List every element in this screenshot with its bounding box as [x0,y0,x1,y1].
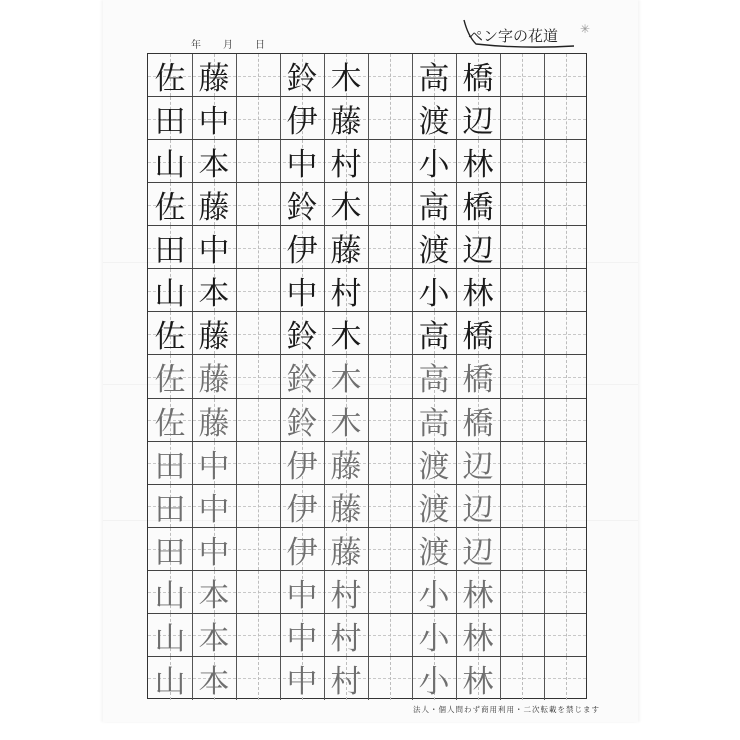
kanji-cell: 本 [198,663,230,700]
guide-line [566,312,567,354]
guide-line [522,97,523,139]
cell-divider [500,657,501,700]
guide-line [566,485,567,527]
kanji-cell: 田 [154,104,186,141]
grid-row [148,442,586,485]
grid-row [148,528,586,571]
kanji-cell: 村 [330,276,362,313]
guide-line [390,183,391,225]
grid-row [148,97,586,140]
guide-line [258,97,259,139]
kanji-cell: 林 [462,577,494,614]
grid-row [148,614,586,657]
cell-divider [544,97,545,139]
guide-line [390,355,391,397]
guide-line [566,183,567,225]
kanji-cell: 高 [418,319,450,356]
kanji-cell: 佐 [154,362,186,399]
kanji-cell: 小 [418,276,450,313]
kanji-cell: 藤 [198,319,230,356]
date-day-label: 日 [255,40,265,51]
kanji-cell: 橋 [462,319,494,356]
cell-divider [368,399,369,441]
kanji-cell: 鈴 [286,190,318,227]
brand-title: ペン字の花道 [468,27,559,45]
cell-divider [500,54,501,96]
cell-divider [544,657,545,700]
cell-divider [544,399,545,441]
kanji-cell: 木 [330,362,362,399]
guide-line [522,269,523,311]
cell-divider [544,54,545,96]
guide-line [258,485,259,527]
kanji-cell: 林 [462,147,494,184]
guide-line [258,399,259,441]
kanji-cell: 藤 [330,233,362,270]
sparkle-icon: ✳ [580,22,591,36]
kanji-cell: 田 [154,233,186,270]
kanji-cell: 山 [154,276,186,313]
cell-divider [544,528,545,570]
cell-divider [236,140,237,182]
guide-line [566,54,567,96]
kanji-cell: 小 [418,147,450,184]
grid-row [148,312,586,355]
kanji-cell: 鈴 [286,362,318,399]
kanji-cell: 高 [418,190,450,227]
kanji-cell: 小 [418,663,450,700]
kanji-cell: 中 [286,147,318,184]
cell-divider [236,97,237,139]
guide-line [390,614,391,656]
kanji-cell: 中 [198,534,230,571]
cell-divider [544,312,545,354]
grid-row [148,183,586,226]
cell-divider [500,183,501,225]
guide-line [566,528,567,570]
cell-divider [236,54,237,96]
guide-line [522,657,523,700]
guide-line [258,312,259,354]
cell-divider [236,571,237,613]
kanji-cell: 辺 [462,448,494,485]
kanji-cell: 佐 [154,190,186,227]
kanji-cell: 鈴 [286,319,318,356]
guide-line [258,657,259,700]
cell-divider [236,399,237,441]
cell-divider [368,355,369,397]
kanji-cell: 村 [330,577,362,614]
guide-line [566,399,567,441]
guide-line [522,355,523,397]
guide-line [522,528,523,570]
kanji-cell: 田 [154,448,186,485]
guide-line [522,140,523,182]
kanji-cell: 鈴 [286,61,318,97]
kanji-cell: 橋 [462,362,494,399]
cell-divider [500,312,501,354]
kanji-cell: 村 [330,663,362,700]
grid-row [148,399,586,442]
kanji-cell: 佐 [154,61,186,97]
cell-divider [368,226,369,268]
guide-line [258,528,259,570]
guide-line [522,399,523,441]
kanji-cell: 山 [154,147,186,184]
cell-divider [236,657,237,700]
guide-line [522,442,523,484]
grid-row [148,140,586,183]
cell-divider [544,614,545,656]
guide-line [566,571,567,613]
grid-row [148,485,586,528]
guide-line [522,312,523,354]
footer-notice: 法人・個人問わず商用利用・二次転載を禁じます [413,705,600,714]
kanji-cell: 中 [198,491,230,528]
kanji-cell: 小 [418,577,450,614]
kanji-cell: 伊 [286,448,318,485]
brand-logo [462,16,592,46]
cell-divider [544,571,545,613]
kanji-cell: 渡 [418,104,450,141]
kanji-cell: 渡 [418,233,450,270]
guide-line [390,485,391,527]
guide-line [390,140,391,182]
kanji-cell: 辺 [462,534,494,571]
kanji-cell: 山 [154,663,186,700]
cell-divider [500,528,501,570]
guide-line [566,614,567,656]
writing-grid [147,53,587,699]
kanji-cell: 中 [286,276,318,313]
cell-divider [236,528,237,570]
cell-divider [544,140,545,182]
kanji-cell: 本 [198,147,230,184]
cell-divider [500,442,501,484]
grid-row [148,226,586,269]
kanji-cell: 本 [198,620,230,657]
kanji-cell: 中 [286,577,318,614]
kanji-cell: 林 [462,276,494,313]
cell-divider [544,269,545,311]
kanji-cell: 林 [462,663,494,700]
kanji-cell: 佐 [154,319,186,356]
cell-divider [500,399,501,441]
guide-line [522,571,523,613]
guide-line [258,226,259,268]
cell-divider [368,528,369,570]
guide-line [390,226,391,268]
guide-line [258,571,259,613]
guide-line [390,528,391,570]
kanji-cell: 橋 [462,405,494,442]
kanji-cell: 木 [330,319,362,356]
cell-divider [368,485,369,527]
cell-divider [236,614,237,656]
cell-divider [544,226,545,268]
kanji-cell: 藤 [198,362,230,399]
guide-line [258,140,259,182]
guide-line [390,399,391,441]
cell-divider [500,140,501,182]
cell-divider [368,97,369,139]
kanji-cell: 辺 [462,491,494,528]
grid-row [148,54,586,97]
kanji-cell: 藤 [330,491,362,528]
cell-divider [500,485,501,527]
guide-line [258,269,259,311]
cell-divider [368,442,369,484]
kanji-cell: 渡 [418,491,450,528]
guide-line [522,614,523,656]
kanji-cell: 村 [330,147,362,184]
kanji-cell: 木 [330,405,362,442]
kanji-cell: 中 [198,448,230,485]
cell-divider [368,140,369,182]
cell-divider [500,97,501,139]
guide-line [566,355,567,397]
kanji-cell: 辺 [462,233,494,270]
kanji-cell: 藤 [330,534,362,571]
cell-divider [368,269,369,311]
kanji-cell: 橋 [462,190,494,227]
grid-row [148,355,586,398]
guide-line [566,269,567,311]
cell-divider [500,226,501,268]
cell-divider [500,355,501,397]
guide-line [566,97,567,139]
cell-divider [236,312,237,354]
guide-line [258,54,259,96]
guide-line [566,140,567,182]
kanji-cell: 高 [418,362,450,399]
kanji-cell: 小 [418,620,450,657]
kanji-cell: 鈴 [286,405,318,442]
kanji-cell: 本 [198,276,230,313]
cell-divider [236,355,237,397]
kanji-cell: 伊 [286,104,318,141]
cell-divider [544,355,545,397]
kanji-cell: 渡 [418,448,450,485]
cell-divider [368,614,369,656]
kanji-cell: 辺 [462,104,494,141]
kanji-cell: 渡 [418,534,450,571]
date-year-label: 年 [191,40,201,51]
grid-row [148,269,586,312]
kanji-cell: 藤 [198,190,230,227]
kanji-cell: 林 [462,620,494,657]
cell-divider [544,485,545,527]
kanji-cell: 本 [198,577,230,614]
kanji-cell: 藤 [198,405,230,442]
kanji-cell: 高 [418,61,450,97]
kanji-cell: 村 [330,620,362,657]
cell-divider [368,54,369,96]
cell-divider [544,442,545,484]
kanji-cell: 佐 [154,405,186,442]
guide-line [390,312,391,354]
cell-divider [368,312,369,354]
guide-line [258,355,259,397]
kanji-cell: 橋 [462,61,494,97]
cell-divider [368,183,369,225]
kanji-cell: 田 [154,534,186,571]
guide-line [258,614,259,656]
guide-line [258,183,259,225]
guide-line [390,442,391,484]
guide-line [566,226,567,268]
kanji-cell: 田 [154,491,186,528]
kanji-cell: 中 [286,620,318,657]
cell-divider [500,614,501,656]
guide-line [390,571,391,613]
guide-line [522,485,523,527]
kanji-cell: 伊 [286,491,318,528]
cell-divider [236,269,237,311]
kanji-cell: 山 [154,577,186,614]
grid-row [148,657,586,700]
guide-line [390,54,391,96]
guide-line [522,183,523,225]
grid-row [148,571,586,614]
kanji-cell: 藤 [198,61,230,97]
kanji-cell: 藤 [330,104,362,141]
kanji-cell: 中 [286,663,318,700]
kanji-cell: 木 [330,61,362,97]
kanji-cell: 高 [418,405,450,442]
cell-divider [236,226,237,268]
cell-divider [236,485,237,527]
date-month-label: 月 [223,40,233,51]
guide-line [390,657,391,700]
guide-line [258,442,259,484]
guide-line [566,657,567,700]
cell-divider [368,571,369,613]
kanji-cell: 山 [154,620,186,657]
guide-line [390,97,391,139]
guide-line [566,442,567,484]
cell-divider [500,571,501,613]
kanji-cell: 藤 [330,448,362,485]
cell-divider [236,183,237,225]
kanji-cell: 中 [198,104,230,141]
kanji-cell: 木 [330,190,362,227]
kanji-cell: 伊 [286,233,318,270]
guide-line [390,269,391,311]
guide-line [522,226,523,268]
guide-line [522,54,523,96]
kanji-cell: 中 [198,233,230,270]
cell-divider [500,269,501,311]
kanji-cell: 伊 [286,534,318,571]
cell-divider [368,657,369,700]
cell-divider [236,442,237,484]
cell-divider [544,183,545,225]
